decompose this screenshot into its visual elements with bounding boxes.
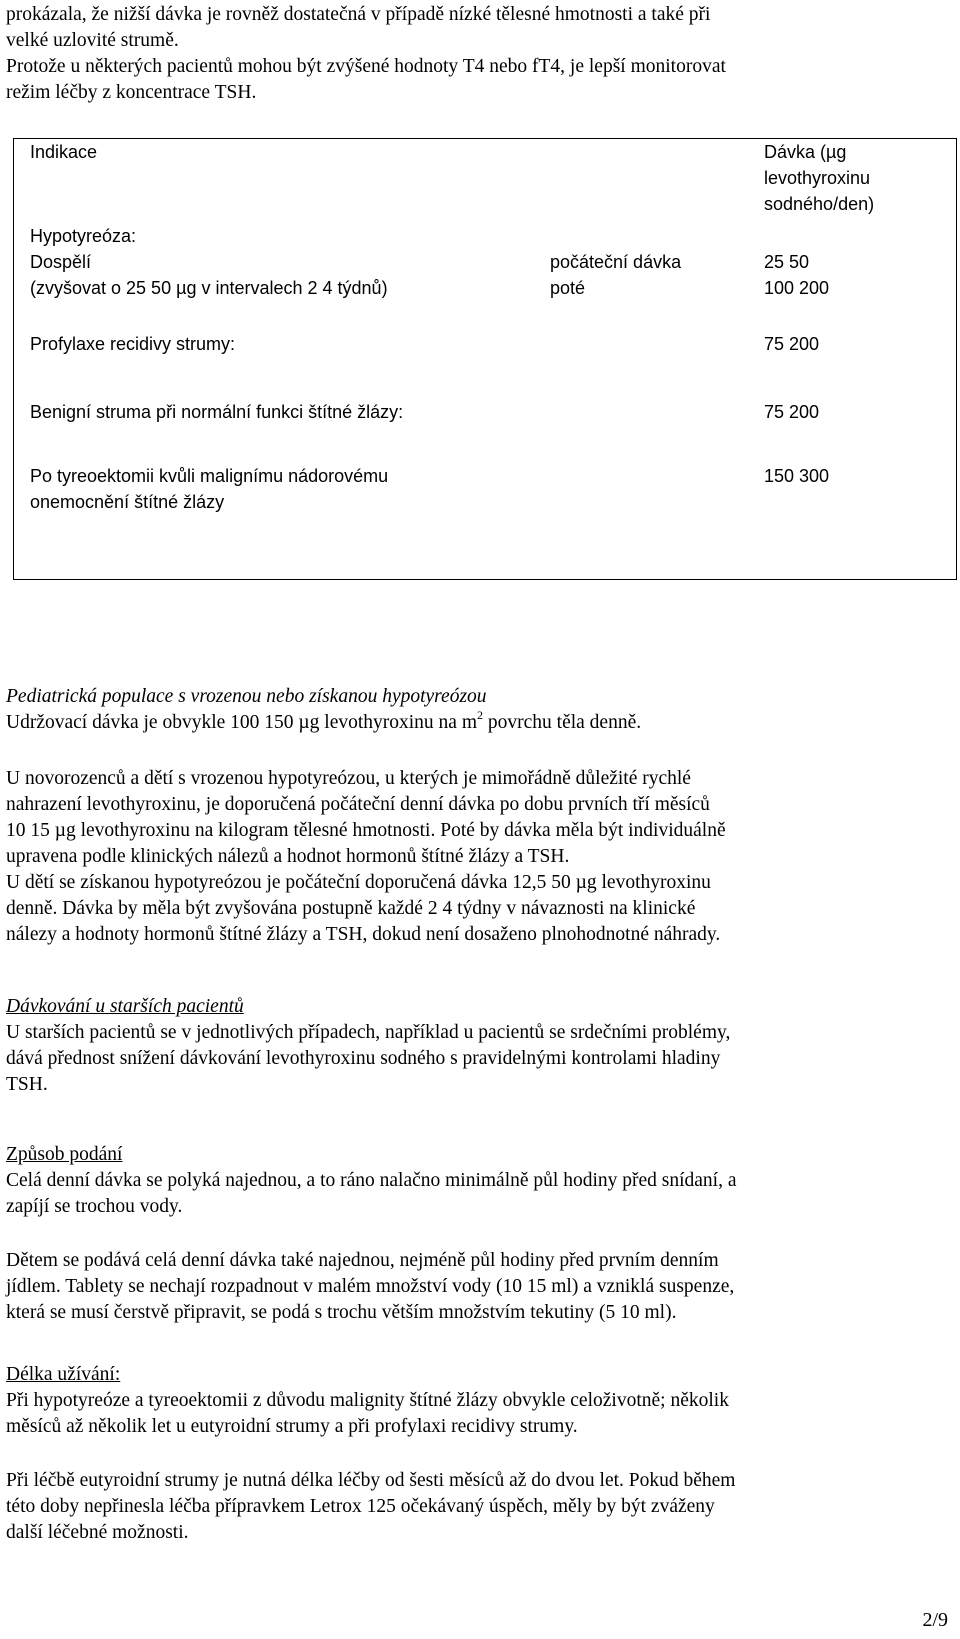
pediatric-section: [6, 684, 954, 736]
section-heading: Délka užívání:: [6, 1364, 121, 1385]
indication-line: onemocnění štítné žlázy: [30, 492, 225, 512]
paragraph-line: U novorozenců a dětí s vrozenou hypotyreózou, u kterých je mimořádně důležité rychlé: [6, 768, 691, 789]
paragraph-line: nahrazení levothyroxinu, je doporučená počáteční denní dávka po dobu prvních tří měsíců: [6, 794, 710, 815]
paragraph-line: dává přednost snížení dávkování levothyroxinu sodného s pravidelnými kontrolami hladiny: [6, 1048, 721, 1069]
section-heading: Dávkování u starších pacientů: [6, 996, 244, 1017]
dose-line: 25 50: [764, 252, 810, 272]
indication-line: Dospělí: [30, 252, 92, 272]
duration-section: [6, 1362, 954, 1440]
paragraph-line: Dětem se podává celá denní dávka také najednou, nejméně půl hodiny před prvním denním: [6, 1250, 719, 1271]
header-indication: Indikace: [30, 142, 98, 162]
paragraph-line: Při léčbě eutyroidní strumy je nutná délka léčby od šesti měsíců až do dvou let. Pokud během: [6, 1470, 736, 1491]
paragraph-line: další léčebné možnosti.: [6, 1522, 189, 1543]
administration-children-paragraph: [6, 1248, 954, 1326]
indication-line: (zvyšovat o 25 50 µg v intervalech 2 4 týdnů): [30, 278, 388, 298]
administration-section: [6, 1142, 954, 1220]
phase-line: [550, 223, 681, 249]
duration-goitre-paragraph: [6, 1468, 954, 1546]
paragraph-line: Při hypotyreóze a tyreoektomii z důvodu malignity štítné žlázy obvykle celoživotně; několik: [6, 1390, 729, 1411]
intro-line: režim léčby z koncentrace TSH.: [6, 82, 257, 103]
paragraph-line: upravena podle klinických nálezů a hodnot hormonů štítné žlázy a TSH.: [6, 846, 570, 867]
row-benign-goitre-indication: Benigní struma při normální funkci štítné žlázy:: [30, 402, 404, 422]
row-prophylaxis-indication: Profylaxe recidivy strumy:: [30, 334, 236, 354]
header-dose: [764, 139, 874, 217]
section-heading: Způsob podání: [6, 1144, 123, 1165]
paragraph-line: TSH.: [6, 1074, 48, 1095]
row-thyroidectomy-dose: 150 300: [764, 466, 830, 486]
row-hypothyroidism-indication: [30, 223, 388, 301]
indication-line: Hypotyreóza:: [30, 226, 137, 246]
header-dose-line: sodného/den): [764, 194, 875, 214]
header-dose-line: Dávka (µg: [764, 142, 847, 162]
section-heading: Pediatrická populace s vrozenou nebo získanou hypotyreózou: [6, 686, 487, 707]
elderly-section: [6, 994, 954, 1098]
dose-line: 100 200: [764, 278, 830, 298]
header-dose-line: levothyroxinu: [764, 168, 871, 188]
intro-line: prokázala, že nižší dávka je rovněž dostatečná v případě nízké tělesné hmotnosti a také při: [6, 4, 711, 25]
phase-line: poté: [550, 278, 586, 298]
newborn-paragraph: [6, 766, 954, 948]
page-number: 2/9: [922, 1609, 948, 1631]
dose-line: [764, 223, 829, 249]
intro-line: velké uzlovité strumě.: [6, 30, 179, 51]
row-hypothyroidism-phase: [550, 223, 681, 301]
paragraph-line: nálezy a hodnoty hormonů štítné žlázy a TSH, dokud není dosaženo plnohodnotné náhrady.: [6, 924, 721, 945]
paragraph-line: Celá denní dávka se polyká najednou, a to ráno nalačno minimálně půl hodiny před snídaní, a: [6, 1170, 737, 1191]
phase-line: počáteční dávka: [550, 252, 682, 272]
intro-line: Protože u některých pacientů mohou být zvýšené hodnoty T4 nebo fT4, je lepší monitorovat: [6, 56, 726, 77]
intro-paragraph: [6, 2, 954, 106]
paragraph-line: jídlem. Tablety se nechají rozpadnout v malém množství vody (10 15 ml) a vzniklá suspenze,: [6, 1276, 735, 1297]
paragraph-line: denně. Dávka by měla být zvyšována postupně každé 2 4 týdny v návaznosti na klinické: [6, 898, 696, 919]
maintenance-text: Udržovací dávka je obvykle 100 150 µg levothyroxinu na m: [6, 712, 477, 733]
paragraph-line: 10 15 µg levothyroxinu na kilogram tělesné hmotnosti. Poté by dávka měla být individuálně: [6, 820, 726, 841]
paragraph-line: U starších pacientů se v jednotlivých případech, například u pacientů se srdečními problémy,: [6, 1022, 731, 1043]
paragraph-line: této doby nepřinesla léčba přípravkem Letrox 125 očekávaný úspěch, měly by být zváženy: [6, 1496, 715, 1517]
row-thyroidectomy-indication: [30, 463, 388, 515]
indication-line: Po tyreoektomii kvůli malignímu nádorovému: [30, 466, 389, 486]
row-prophylaxis-dose: 75 200: [764, 334, 820, 354]
paragraph-line: zapíjí se trochou vody.: [6, 1196, 183, 1217]
paragraph-line: měsíců až několik let u eutyroidní strumy a při profylaxi recidivy strumy.: [6, 1416, 578, 1437]
paragraph-line: U dětí se získanou hypotyreózou je počáteční doporučená dávka 12,5 50 µg levothyroxinu: [6, 872, 711, 893]
dose-table: [13, 138, 957, 580]
maintenance-dose-line: [6, 707, 954, 736]
maintenance-text-end: povrchu těla denně.: [483, 712, 642, 733]
paragraph-line: která se musí čerstvě připravit, se podá s trochu větším množstvím tekutiny (5 10 ml).: [6, 1302, 677, 1323]
row-benign-goitre-dose: 75 200: [764, 402, 820, 422]
superscript: 2: [477, 707, 483, 722]
row-hypothyroidism-dose: [764, 223, 829, 301]
